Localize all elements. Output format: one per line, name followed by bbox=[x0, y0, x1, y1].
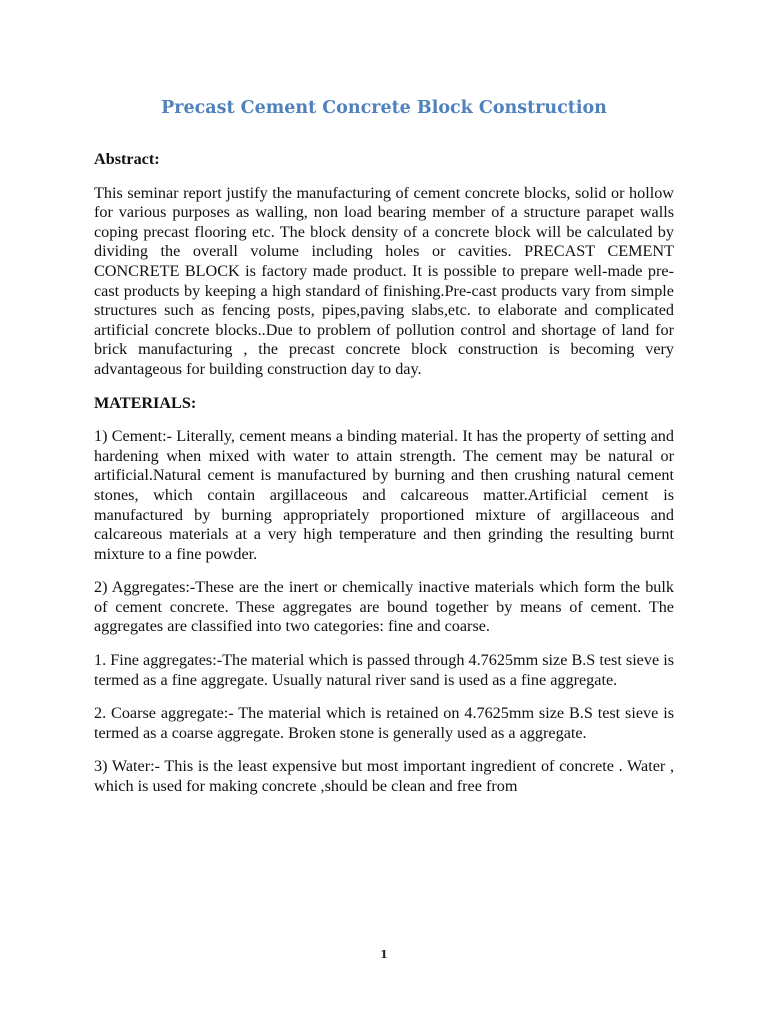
materials-coarse-aggregate-paragraph: 2. Coarse aggregate:- The material which is retained on 4.7625mm size B.S test sieve is termed as a coarse aggregate. Broken stone is generally used as a aggregate. bbox=[94, 704, 674, 742]
page-number: 1 bbox=[380, 948, 388, 961]
materials-aggregates-paragraph: 2) Aggregates:-These are the inert or chemically inactive materials which form the bulk of cement concrete. These aggregates are bound together by means of cement. The aggregates are classified into two categories: fine and coarse. bbox=[94, 578, 674, 636]
materials-water-paragraph: 3) Water:- This is the least expensive but most important ingredient of concrete . Water , which is used for making concrete ,should be clean and free from bbox=[94, 757, 674, 796]
document-body bbox=[94, 150, 674, 797]
materials-fine-aggregates-paragraph: 1. Fine aggregates:-The material which is passed through 4.7625mm size B.S test sieve is termed as a fine aggregate. Usually natural river sand is used as a fine aggregate. bbox=[94, 651, 674, 689]
abstract-paragraph: This seminar report justify the manufacturing of cement concrete blocks, solid or hollow for various purposes as walling, non load bearing member of a structure parapet walls coping precast flooring etc. The block density of a concrete block will be calculated by dividing the overall volume including holes or cavities. PRECAST CEMENT CONCRETE BLOCK is factory made product. It is possible to prepare well-made pre-cast products by keeping a high standard of finishing.Pre-cast products vary from simple structures such as fencing posts, pipes,paving slabs,etc. to elaborate and complicated artificial concrete blocks..Due to problem of pollution control and shortage of land for brick manufacturing , the precast concrete block construction is becoming very advantageous for building construction day to day. bbox=[94, 183, 674, 378]
materials-cement-paragraph: 1) Cement:- Literally, cement means a binding material. It has the property of setting and hardening when mixed with water to attain strength. The cement may be natural or artificial.Natural cement is manufactured by burning and then crushing natural cement stones, which contain argillaceous and calcareous matter.Artificial cement is manufactured by burning appropriately proportioned mixture of argillaceous and calcareous materials at a very high temperature and then grinding the resulting burnt mixture to a fine powder. bbox=[94, 427, 674, 563]
document-title: Precast Cement Concrete Block Construction bbox=[161, 98, 607, 118]
materials-heading: MATERIALS: bbox=[94, 393, 197, 412]
abstract-heading: Abstract: bbox=[94, 150, 160, 168]
